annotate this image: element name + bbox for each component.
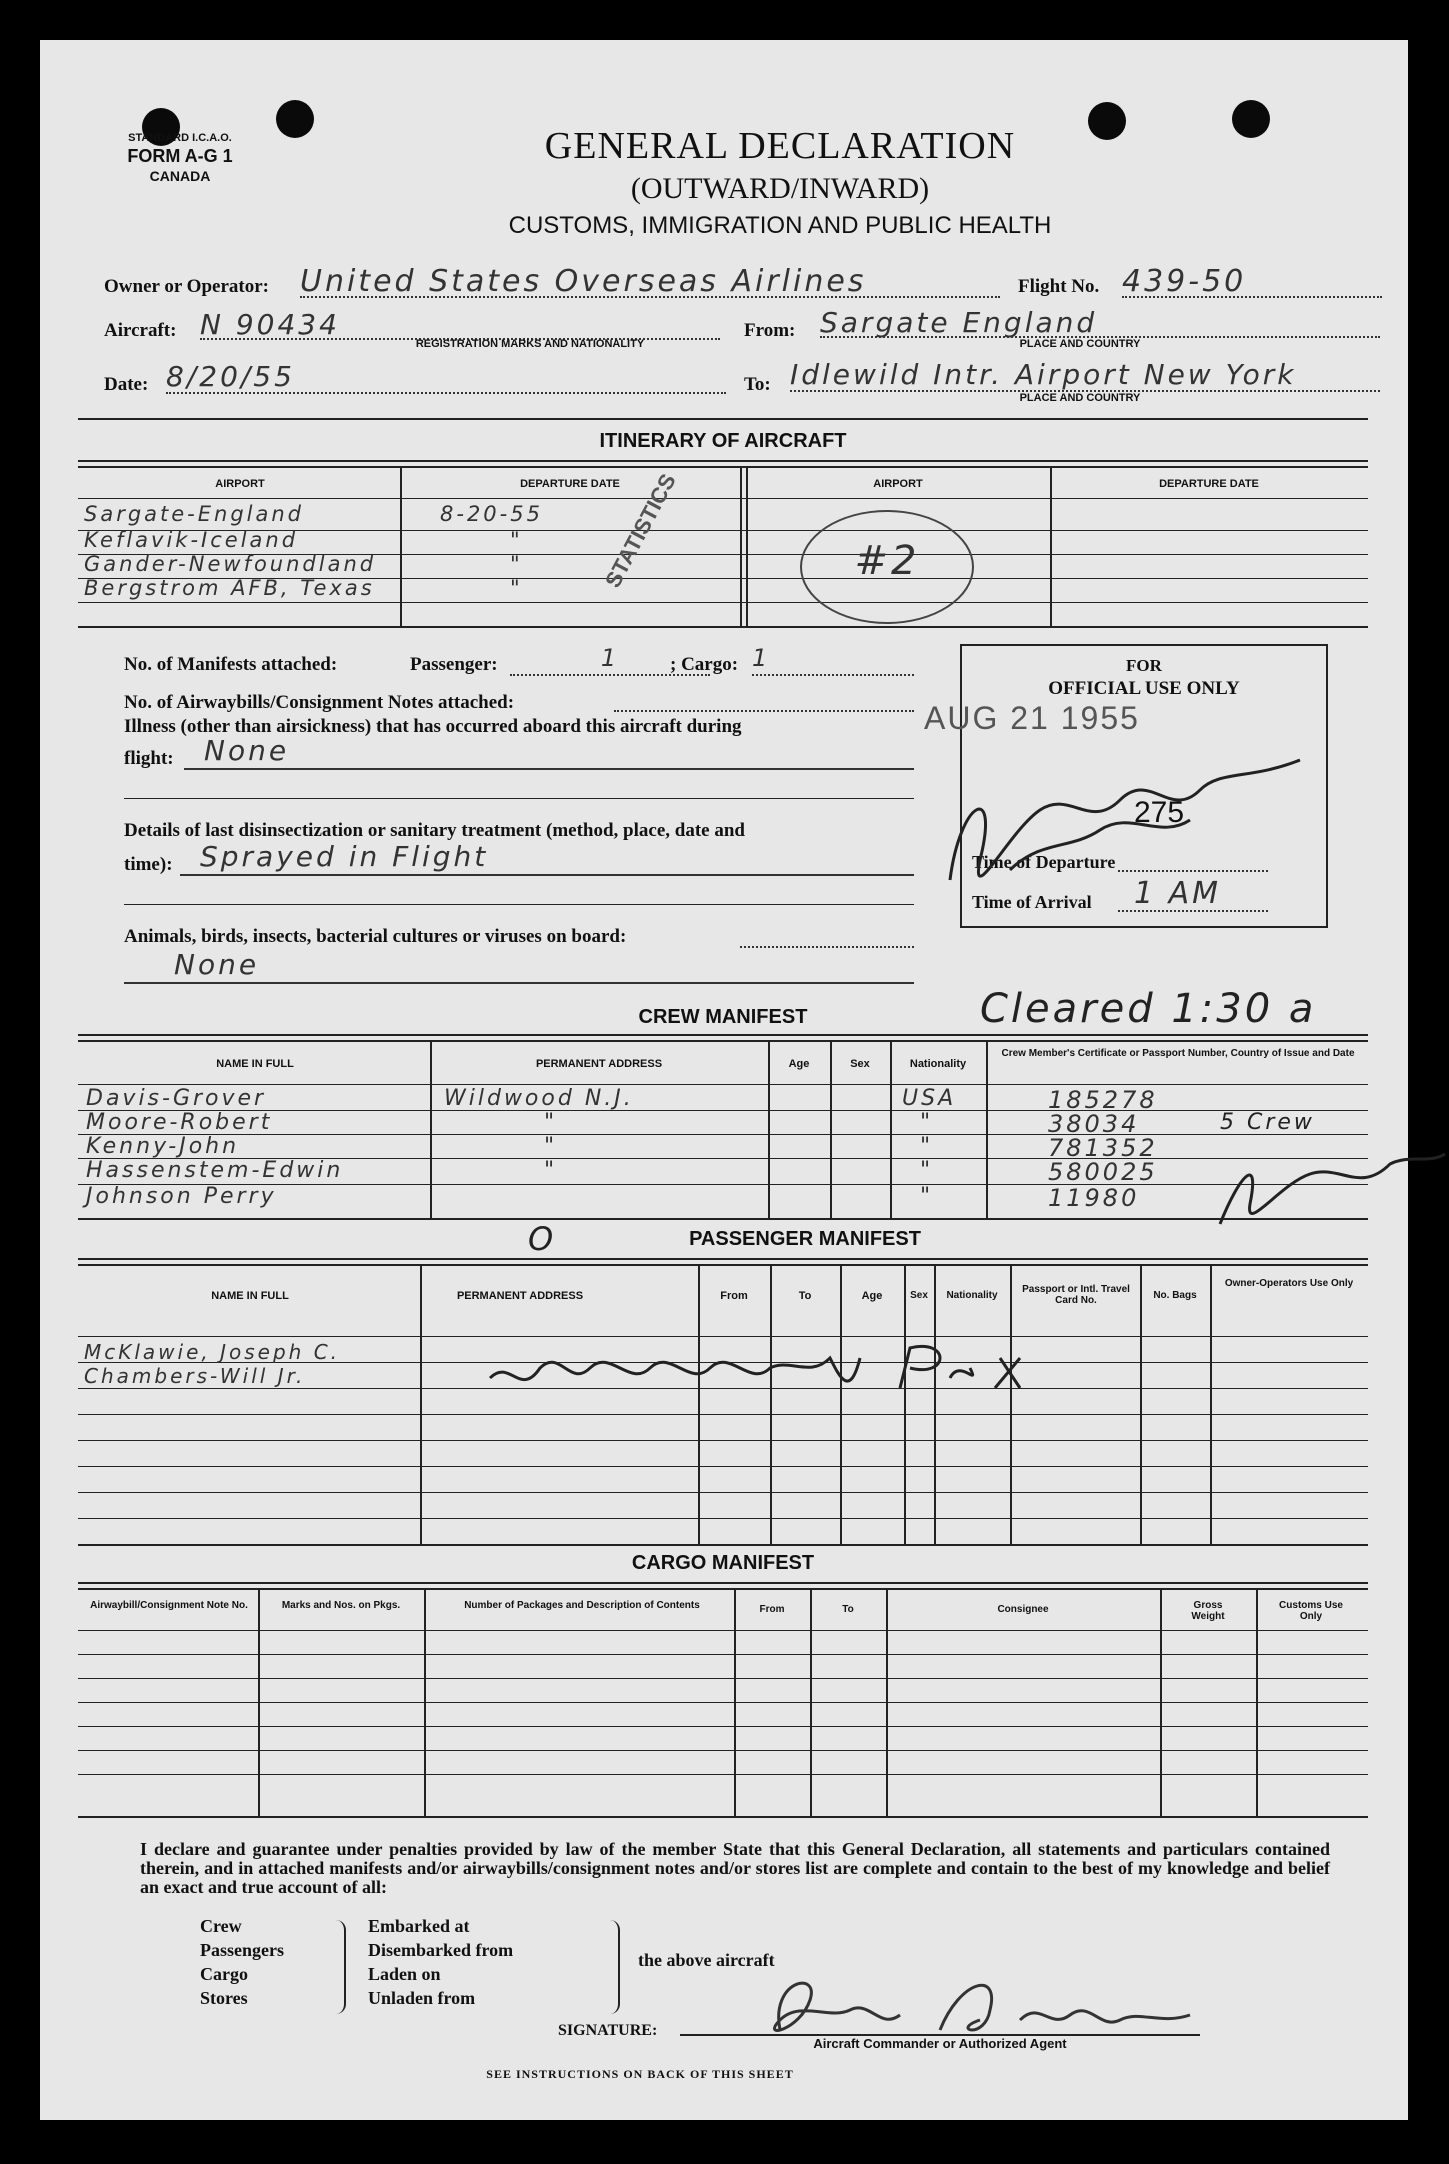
disinsect-label: Details of last disinsectization or sanitary treatment (method, place, date and [124,820,745,841]
arrival-label: Time of Arrival [972,892,1092,912]
crew-cert: 11980 [1048,1184,1140,1212]
declaration-mid: Embarked at [368,1916,470,1936]
passenger-header: NAME IN FULL [211,1290,289,1302]
animals-field-end [740,924,914,948]
animals-field [124,948,914,984]
passenger-header: Age [861,1290,883,1302]
animals-label: Animals, birds, insects, bacterial cultures or viruses on board: [124,926,627,947]
page-subtitle: (OUTWARD/INWARD) [630,172,930,205]
time-label: time): [124,854,173,875]
passenger-value: 1 [600,644,620,672]
official-line1: FOR [1126,656,1162,675]
from-value: Sargate England [820,306,1098,339]
cargo-header: Airwaybill/Consignment Note No. [90,1600,248,1611]
crew-header: Age [788,1058,810,1070]
arrival-value: 1 AM [1134,876,1222,911]
itinerary-date: " [510,576,523,600]
flight-field [1122,264,1382,298]
declaration-left: Crew [200,1916,242,1936]
declaration-mid: Unladen from [368,1988,476,2008]
cargo-header: From [759,1604,785,1615]
flight-value: 439-50 [1122,264,1247,299]
inspector-signature [920,720,1360,920]
declaration-left: Passengers [200,1940,284,1960]
crew-nationality: " [920,1110,934,1135]
aircraft-label: Aircraft: [104,320,177,341]
cargo-header: Customs Use Only [1279,1600,1343,1622]
to-caption: PLACE AND COUNTRY [1019,392,1141,404]
crew-header: Sex [850,1058,870,1070]
form-country: CANADA [149,168,211,184]
animals-value: None [174,948,260,981]
itinerary-header: AIRPORT [215,478,265,490]
cargo-value: 1 [752,644,771,672]
crew-name: Kenny-John [86,1134,240,1159]
airwaybills-label: No. of Airwaybills/Consignment Notes attached: [124,692,515,713]
itinerary-header: AIRPORT [873,478,923,490]
crew-name: Moore-Robert [86,1110,273,1135]
standard-line: STANDARD I.C.A.O. [128,132,232,144]
crew-name: Johnson Perry [86,1184,277,1209]
crew-address: " [544,1110,558,1135]
signature-caption: Aircraft Commander or Authorized Agent [813,2036,1067,2051]
itinerary-date: " [510,552,523,576]
passenger-label: Passenger: [410,654,498,675]
passenger-header: Sex [910,1290,928,1301]
itinerary-header: DEPARTURE DATE [1159,478,1259,490]
crew-note: 5 Crew [1220,1110,1315,1135]
page-title: GENERAL DECLARATION [544,125,1016,167]
crew-nationality: USA [902,1086,957,1111]
treatment-field [180,840,914,876]
passenger-header: Passport or Intl. Travel Card No. [1022,1284,1130,1306]
crew-nationality: " [920,1158,934,1183]
aircraft-field [200,308,720,340]
cargo-header: Gross Weight [1191,1600,1225,1622]
page-subtitle-2: CUSTOMS, IMMIGRATION AND PUBLIC HEALTH [508,212,1052,239]
declaration-left: Cargo [200,1964,248,1984]
passenger-title: PASSENGER MANIFEST [689,1228,921,1250]
crew-nationality: " [920,1184,934,1209]
crew-header: NAME IN FULL [216,1058,294,1070]
passenger-header: PERMANENT ADDRESS [456,1290,584,1302]
itinerary-airport: Keflavik-Iceland [84,528,299,552]
to-value: Idlewild Intr. Airport New York [790,358,1297,391]
signature-label: SIGNATURE: [558,2022,658,2039]
passenger-header: No. Bags [1153,1290,1197,1301]
aircraft-value: N 90434 [200,308,340,341]
cleared-note: Cleared 1:30 a [980,986,1317,1032]
cargo-header: Marks and Nos. on Pkgs. [281,1600,401,1611]
footer-note: SEE INSTRUCTIONS ON BACK OF THIS SHEET [486,2067,794,2081]
illness-value: None [204,734,290,767]
brace-left [334,1920,346,2014]
form-number: FORM A-G 1 [127,146,233,166]
form-sheet [40,40,1408,2120]
crew-nationality: " [920,1134,934,1159]
declaration-left: Stores [200,1988,248,2008]
crew-address: " [544,1158,558,1183]
crew-cert: 781352 [1048,1134,1158,1162]
aircraft-caption: REGISTRATION MARKS AND NATIONALITY [415,338,645,350]
owner-field [300,264,1000,298]
to-field [790,358,1380,392]
itinerary-airport: Sargate-England [84,502,305,526]
cargo-label: ; Cargo: [670,654,739,675]
owner-label: Owner or Operator: [104,276,269,297]
cargo-title: CARGO MANIFEST [631,1552,815,1574]
crew-header: PERMANENT ADDRESS [535,1058,663,1070]
crew-header: Crew Member's Certificate or Passport Number, Country of Issue and Date [1001,1048,1355,1059]
itinerary-date: 8-20-55 [440,502,543,526]
airwaybills-field [614,686,914,712]
passenger-header: From [720,1290,748,1302]
manifests-label: No. of Manifests attached: [124,654,338,675]
passenger-header: Owner-Operators Use Only [1224,1278,1354,1289]
date-value: 8/20/55 [166,360,295,393]
declaration-mid: Disembarked from [368,1940,514,1960]
flight-label: Flight No. [1018,276,1100,297]
crew-address: Wildwood N.J. [444,1086,634,1111]
official-number: 275 [1134,796,1185,829]
flight-illness-label: flight: [124,748,174,769]
date-label: Date: [104,374,149,395]
declaration-mid: Laden on [368,1964,441,1984]
from-caption: PLACE AND COUNTRY [1019,338,1141,350]
statistics-stamp: STATISTICS [600,469,681,592]
itinerary-airport: Bergstrom AFB, Texas [84,576,375,600]
crew-cert: 38034 [1048,1110,1140,1138]
passenger-mark: O [528,1220,557,1258]
to-label: To: [744,374,771,395]
date-stamp: AUG 21 1955 [924,700,1140,736]
declaration-right: the above aircraft [638,1950,775,1970]
passenger-scrawl [480,1338,1040,1408]
passenger-name: McKlawie, Joseph C. [84,1340,341,1364]
crew-title: CREW MANIFEST [638,1006,808,1028]
date-field [166,360,726,394]
official-line2: OFFICIAL USE ONLY [1048,678,1240,699]
circled-value: #2 [854,538,920,584]
brace-right [608,1920,620,2014]
passenger-name: Chambers-Will Jr. [84,1364,306,1388]
itinerary-date: " [510,528,523,552]
passenger-header: To [798,1290,812,1302]
treatment-value: Sprayed in Flight [200,840,489,873]
departure-label: Time of Departure [972,852,1116,872]
illness-label: Illness (other than airsickness) that has occurred aboard this aircraft during [124,716,742,737]
cargo-header: To [842,1604,854,1615]
crew-address: " [544,1134,558,1159]
cargo-header: Number of Packages and Description of Contents [464,1600,700,1611]
from-field [820,306,1380,338]
cargo-field [752,644,914,676]
declaration-text: I declare and guarantee under penalties provided by law of the member State that this General Declaration, all statements and particulars contained therein, and in attached manifests and/or airwaybills/consignment notes and/or stores list are complete and contain to the best of my knowledge and belief an exact and true account of all: [140,1839,1330,1897]
itinerary-airport: Gander-Newfoundland [84,552,377,576]
crew-cert: 580025 [1048,1158,1158,1186]
illness-field [184,734,914,770]
circled-mark [800,510,974,624]
itinerary-title: ITINERARY OF AIRCRAFT [599,430,847,452]
crew-name: Davis-Grover [86,1086,267,1111]
owner-value: United States Overseas Airlines [300,264,867,299]
crew-header: Nationality [909,1058,967,1070]
crew-name: Hassenstem-Edwin [86,1158,344,1183]
passenger-header: Nationality [946,1290,998,1301]
crew-cert: 185278 [1048,1086,1158,1114]
itinerary-header: DEPARTURE DATE [520,478,620,490]
from-label: From: [744,320,796,341]
cargo-header: Consignee [997,1604,1049,1615]
